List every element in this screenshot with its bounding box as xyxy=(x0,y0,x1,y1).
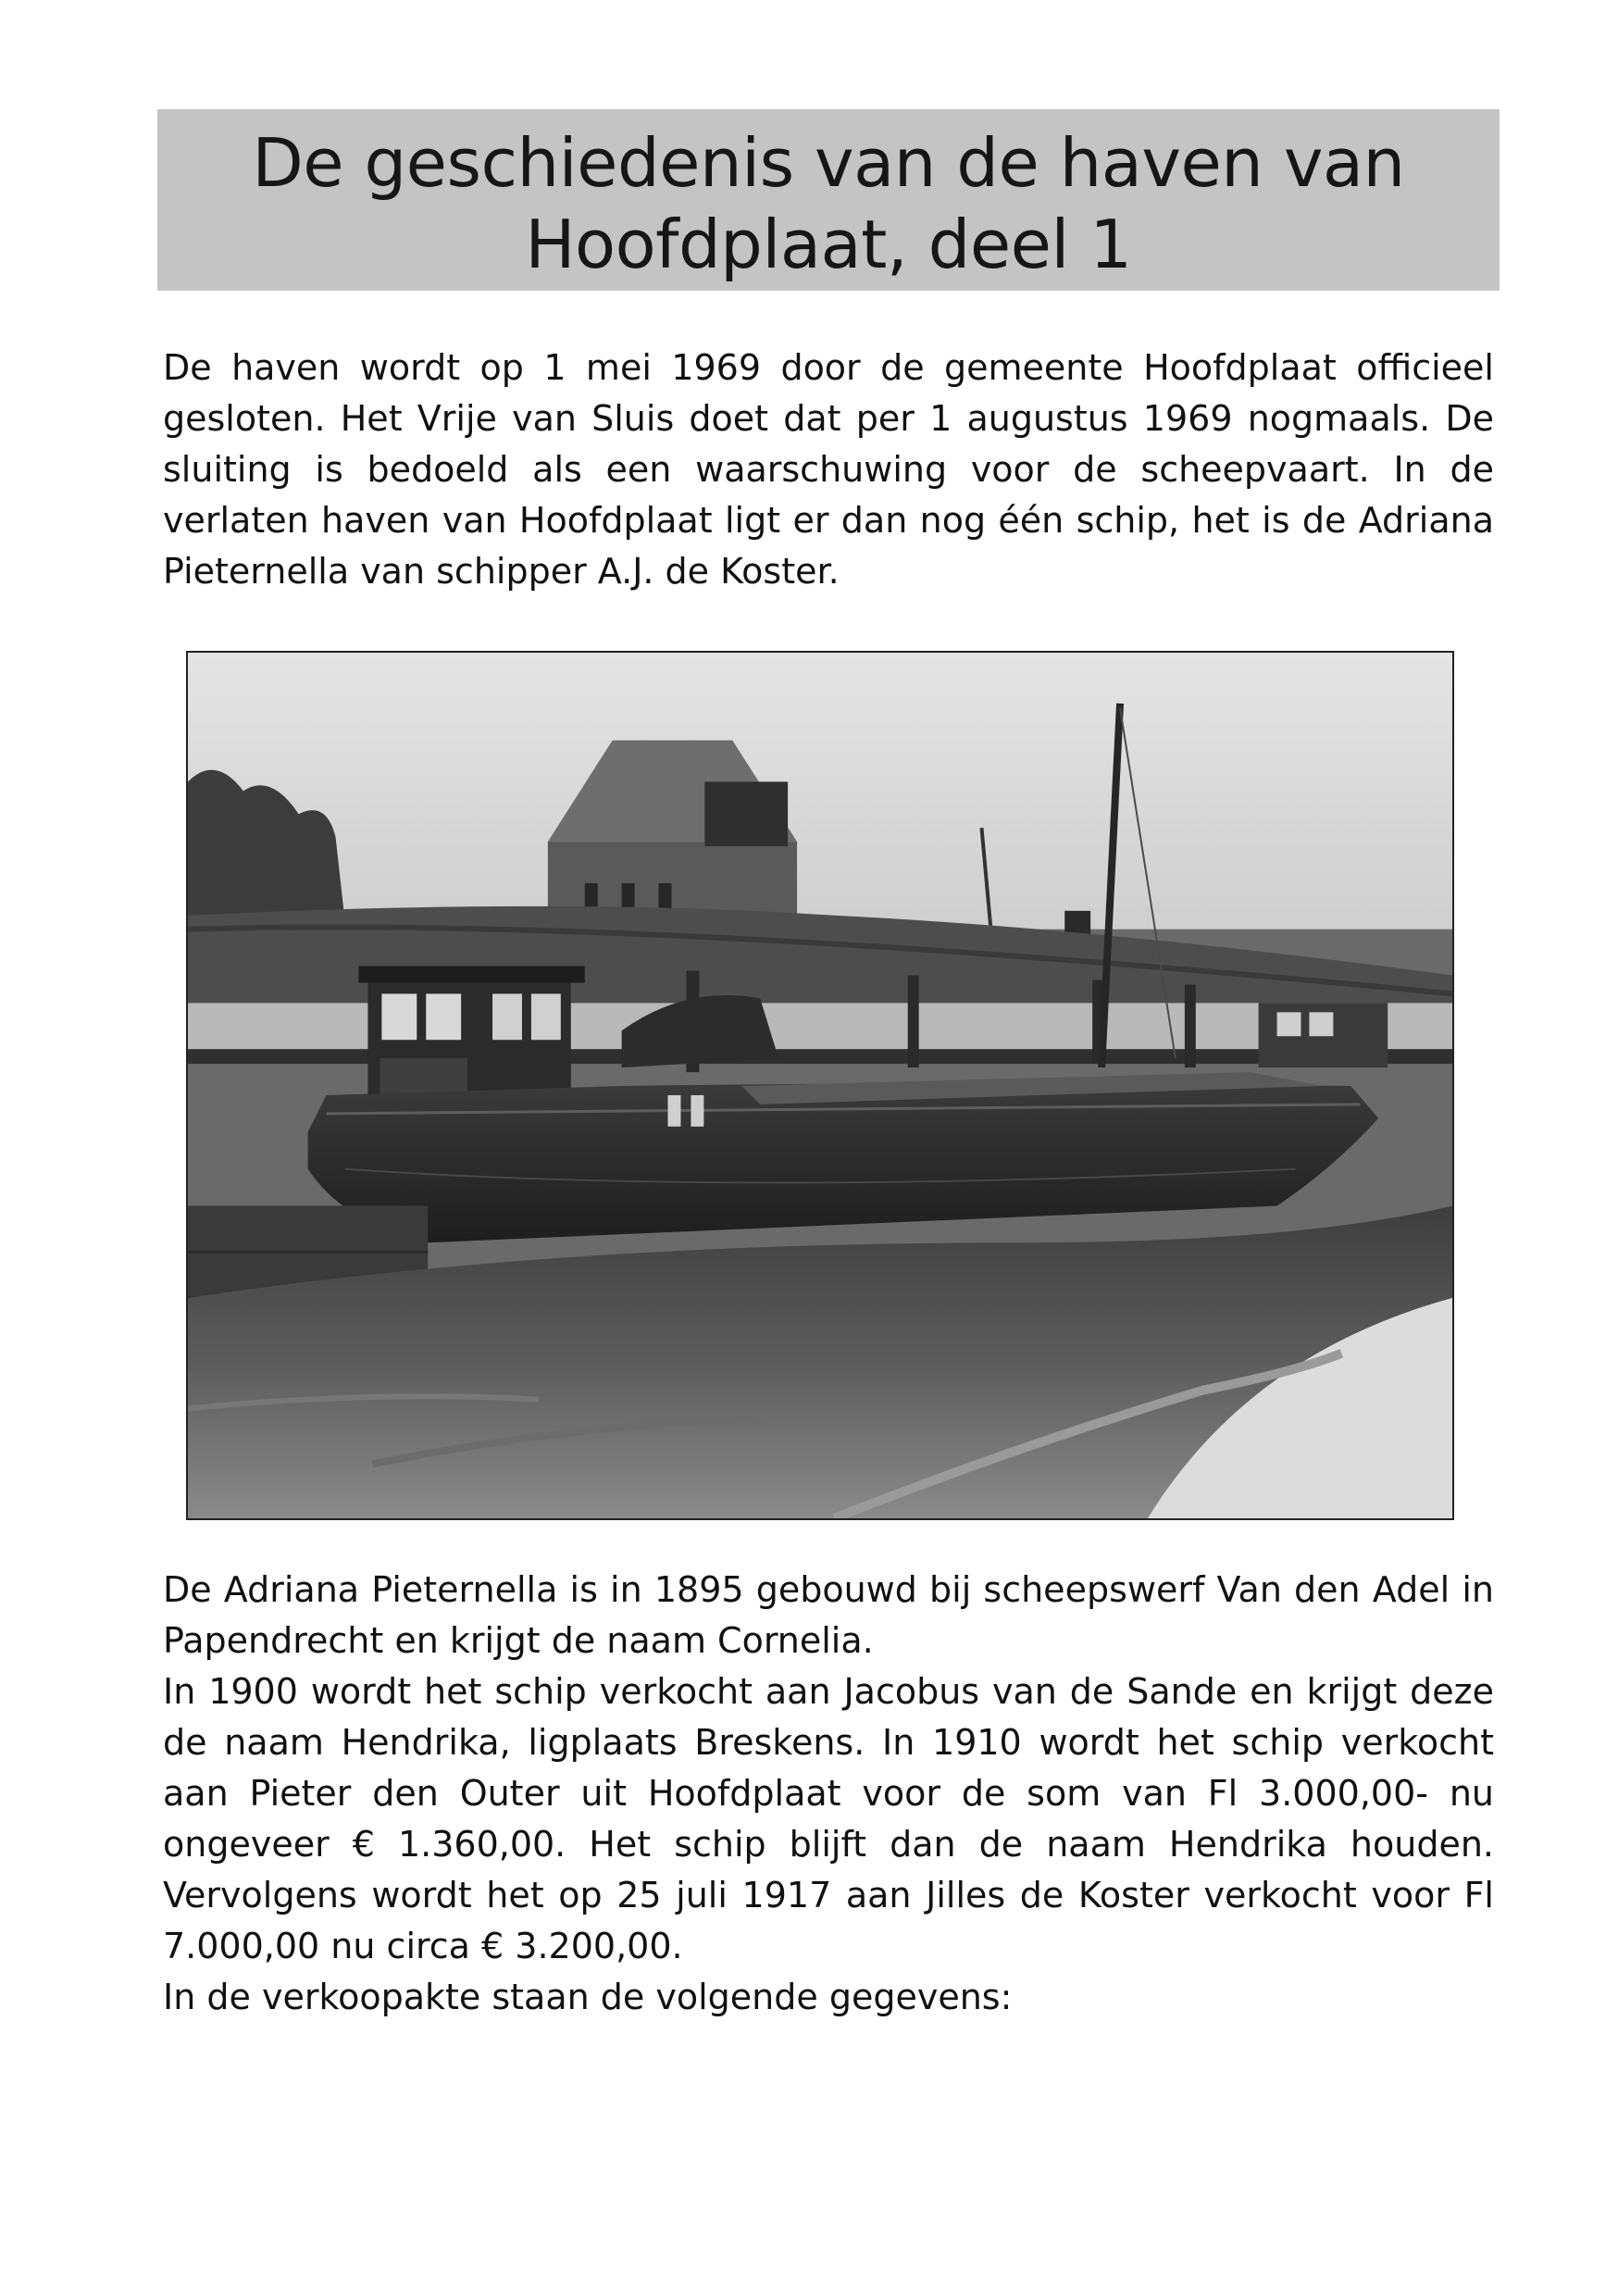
history-paragraph-1: De Adriana Pieternella is in 1895 gebouwd bij scheepswerf Van den Adel in Papendrecht en krijgt de naam Cornelia. xyxy=(163,1569,1494,1661)
title-line-1: De geschiedenis van de haven van xyxy=(252,124,1405,202)
harbour-barge-photo xyxy=(186,651,1454,1520)
title-line-2: Hoofdplaat, deel 1 xyxy=(525,206,1132,283)
intro-paragraph: De haven wordt op 1 mei 1969 door de gemeente Hoofdplaat officieel gesloten. Het Vrije van Sluis doet dat per 1 augustus 1969 nogmaals. De sluiting is bedoeld als een waarschuwing voor de scheepvaart. In de verlaten haven van Hoofdplaat ligt er dan nog één schip, het is de Adriana Pieternella van schipper A.J. de Koster. xyxy=(163,347,1494,592)
history-paragraph-3: In de verkoopakte staan de volgende gegevens: xyxy=(163,1977,1013,2017)
page-title xyxy=(157,109,1500,291)
history-paragraph-2: In 1900 wordt het schip verkocht aan Jacobus van de Sande en krijgt deze de naam Hendrika, ligplaats Breskens. In 1910 wordt het schip verkocht aan Pieter den Outer uit Hoofdplaat voor de som van Fl 3.000,00- nu ongeveer € 1.360,00. Het schip blijft dan de naam Hendrika houden. Vervolgens wordt het op 25 juli 1917 aan Jilles de Koster verkocht voor Fl 7.000,00 nu circa € 3.200,00. xyxy=(163,1671,1494,1966)
